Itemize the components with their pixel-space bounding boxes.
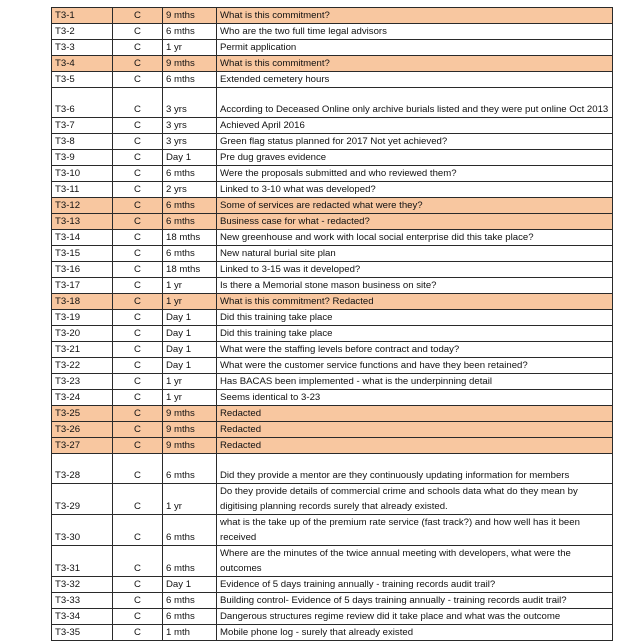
table-row [52,342,613,358]
comment-cell: Permit application [217,40,613,56]
timeframe-cell: Day 1 [163,577,217,593]
comment-cell: Redacted [217,422,613,438]
comment-cell: What were the customer service functions and have they been retained? [217,358,613,374]
table-row [52,484,613,515]
commitment-id-cell: T3-12 [52,198,113,214]
timeframe-cell: 6 mths [163,546,217,577]
type-cell: C [113,422,163,438]
type-cell: C [113,56,163,72]
type-cell: C [113,484,163,515]
commitment-id-cell: T3-3 [52,40,113,56]
timeframe-cell: 9 mths [163,8,217,24]
comment-cell: Did this training take place [217,310,613,326]
commitment-id-cell: T3-1 [52,8,113,24]
comment-cell: Mobile phone log - surely that already existed [217,625,613,641]
type-cell: C [113,577,163,593]
table-row [52,625,613,641]
type-cell: C [113,406,163,422]
timeframe-cell: Day 1 [163,310,217,326]
type-cell: C [113,593,163,609]
type-cell: C [113,8,163,24]
table-row [52,515,613,546]
commitment-id-cell: T3-16 [52,262,113,278]
type-cell: C [113,438,163,454]
timeframe-cell: 2 yrs [163,182,217,198]
table-row [52,56,613,72]
comment-cell: Were the proposals submitted and who reviewed them? [217,166,613,182]
commitment-id-cell: T3-23 [52,374,113,390]
timeframe-cell: 1 yr [163,390,217,406]
commitment-id-cell: T3-8 [52,134,113,150]
table-row [52,609,613,625]
timeframe-cell: 3 yrs [163,88,217,118]
comment-cell: Extended cemetery hours [217,72,613,88]
timeframe-cell: 1 yr [163,294,217,310]
comment-cell: Linked to 3-15 was it developed? [217,262,613,278]
type-cell: C [113,24,163,40]
commitment-id-cell: T3-25 [52,406,113,422]
comment-cell: What is this commitment? Redacted [217,294,613,310]
comment-cell: New greenhouse and work with local social enterprise did this take place? [217,230,613,246]
timeframe-cell: 6 mths [163,593,217,609]
table-row [52,246,613,262]
timeframe-cell: 1 yr [163,40,217,56]
type-cell: C [113,358,163,374]
comment-cell: Business case for what - redacted? [217,214,613,230]
commitment-id-cell: T3-7 [52,118,113,134]
timeframe-cell: 6 mths [163,454,217,484]
type-cell: C [113,246,163,262]
table-row [52,374,613,390]
commitment-id-cell: T3-5 [52,72,113,88]
table-row [52,454,613,484]
type-cell: C [113,262,163,278]
type-cell: C [113,609,163,625]
commitment-id-cell: T3-28 [52,454,113,484]
table-row [52,166,613,182]
type-cell: C [113,454,163,484]
timeframe-cell: 6 mths [163,24,217,40]
type-cell: C [113,166,163,182]
comment-cell: What is this commitment? [217,8,613,24]
comment-cell: New natural burial site plan [217,246,613,262]
timeframe-cell: 6 mths [163,166,217,182]
comment-cell: Has BACAS been implemented - what is the underpinning detail [217,374,613,390]
timeframe-cell: 6 mths [163,214,217,230]
table-row [52,88,613,118]
table-row [52,24,613,40]
timeframe-cell: Day 1 [163,150,217,166]
commitment-id-cell: T3-10 [52,166,113,182]
commitment-id-cell: T3-9 [52,150,113,166]
type-cell: C [113,118,163,134]
timeframe-cell: 1 yr [163,374,217,390]
table-row [52,278,613,294]
commitment-id-cell: T3-17 [52,278,113,294]
commitment-id-cell: T3-31 [52,546,113,577]
timeframe-cell: 6 mths [163,246,217,262]
type-cell: C [113,625,163,641]
table-row [52,294,613,310]
commitment-id-cell: T3-6 [52,88,113,118]
type-cell: C [113,310,163,326]
comment-cell: Seems identical to 3-23 [217,390,613,406]
table-row [52,310,613,326]
timeframe-cell: 1 yr [163,484,217,515]
comment-cell: what is the take up of the premium rate service (fast track?) and how well has it been received [217,515,613,546]
table-row [52,406,613,422]
comment-cell: What were the staffing levels before contract and today? [217,342,613,358]
commitment-id-cell: T3-26 [52,422,113,438]
timeframe-cell: 9 mths [163,56,217,72]
table-row [52,118,613,134]
type-cell: C [113,374,163,390]
timeframe-cell: 6 mths [163,609,217,625]
commitment-id-cell: T3-22 [52,358,113,374]
type-cell: C [113,294,163,310]
comment-cell: Where are the minutes of the twice annual meeting with developers, what were the outcomes [217,546,613,577]
timeframe-cell: 3 yrs [163,134,217,150]
comment-cell: According to Deceased Online only archive burials listed and they were put online Oct 2013 [217,88,613,118]
type-cell: C [113,515,163,546]
commitment-id-cell: T3-20 [52,326,113,342]
table-row [52,182,613,198]
timeframe-cell: 9 mths [163,422,217,438]
table-row [52,72,613,88]
commitment-id-cell: T3-4 [52,56,113,72]
timeframe-cell: Day 1 [163,358,217,374]
table-row [52,150,613,166]
comment-cell: Building control- Evidence of 5 days training annually - training records audit trail? [217,593,613,609]
timeframe-cell: 6 mths [163,198,217,214]
type-cell: C [113,150,163,166]
type-cell: C [113,230,163,246]
comment-cell: Did this training take place [217,326,613,342]
commitment-id-cell: T3-19 [52,310,113,326]
timeframe-cell: Day 1 [163,342,217,358]
timeframe-cell: 9 mths [163,406,217,422]
table-row [52,593,613,609]
timeframe-cell: 1 mth [163,625,217,641]
comment-cell: Some of services are redacted what were they? [217,198,613,214]
table-row [52,40,613,56]
commitments-table [51,7,613,641]
type-cell: C [113,182,163,198]
comment-cell: Evidence of 5 days training annually - training records audit trail? [217,577,613,593]
commitment-id-cell: T3-15 [52,246,113,262]
table-row [52,577,613,593]
table-row [52,326,613,342]
type-cell: C [113,546,163,577]
comment-cell: Pre dug graves evidence [217,150,613,166]
commitment-id-cell: T3-13 [52,214,113,230]
type-cell: C [113,198,163,214]
commitment-id-cell: T3-27 [52,438,113,454]
timeframe-cell: 3 yrs [163,118,217,134]
timeframe-cell: 6 mths [163,72,217,88]
commitment-id-cell: T3-33 [52,593,113,609]
comment-cell: Did they provide a mentor are they continuously updating information for members [217,454,613,484]
comment-cell: Do they provide details of commercial crime and schools data what do they mean by digitising planning records surely that already existed. [217,484,613,515]
table-row [52,438,613,454]
commitments-table-body [52,8,613,641]
table-row [52,230,613,246]
timeframe-cell: 6 mths [163,515,217,546]
commitment-id-cell: T3-34 [52,609,113,625]
commitment-id-cell: T3-14 [52,230,113,246]
table-row [52,262,613,278]
table-row [52,546,613,577]
type-cell: C [113,214,163,230]
timeframe-cell: 18 mths [163,230,217,246]
commitment-id-cell: T3-2 [52,24,113,40]
type-cell: C [113,326,163,342]
commitment-id-cell: T3-35 [52,625,113,641]
comment-cell: Dangerous structures regime review did it take place and what was the outcome [217,609,613,625]
table-row [52,198,613,214]
comment-cell: Achieved April 2016 [217,118,613,134]
type-cell: C [113,278,163,294]
type-cell: C [113,72,163,88]
commitment-id-cell: T3-29 [52,484,113,515]
commitment-id-cell: T3-21 [52,342,113,358]
type-cell: C [113,40,163,56]
commitment-id-cell: T3-30 [52,515,113,546]
timeframe-cell: 1 yr [163,278,217,294]
timeframe-cell: Day 1 [163,326,217,342]
comment-cell: Green flag status planned for 2017 Not yet achieved? [217,134,613,150]
timeframe-cell: 18 mths [163,262,217,278]
type-cell: C [113,134,163,150]
commitment-id-cell: T3-32 [52,577,113,593]
commitment-id-cell: T3-24 [52,390,113,406]
comment-cell: Redacted [217,438,613,454]
type-cell: C [113,390,163,406]
table-row [52,358,613,374]
type-cell: C [113,88,163,118]
comment-cell: Linked to 3-10 what was developed? [217,182,613,198]
commitment-id-cell: T3-18 [52,294,113,310]
table-row [52,134,613,150]
comment-cell: Redacted [217,406,613,422]
comment-cell: Is there a Memorial stone mason business on site? [217,278,613,294]
table-row [52,8,613,24]
commitment-id-cell: T3-11 [52,182,113,198]
timeframe-cell: 9 mths [163,438,217,454]
type-cell: C [113,342,163,358]
table-row [52,422,613,438]
comment-cell: Who are the two full time legal advisors [217,24,613,40]
table-row [52,390,613,406]
comment-cell: What is this commitment? [217,56,613,72]
table-row [52,214,613,230]
